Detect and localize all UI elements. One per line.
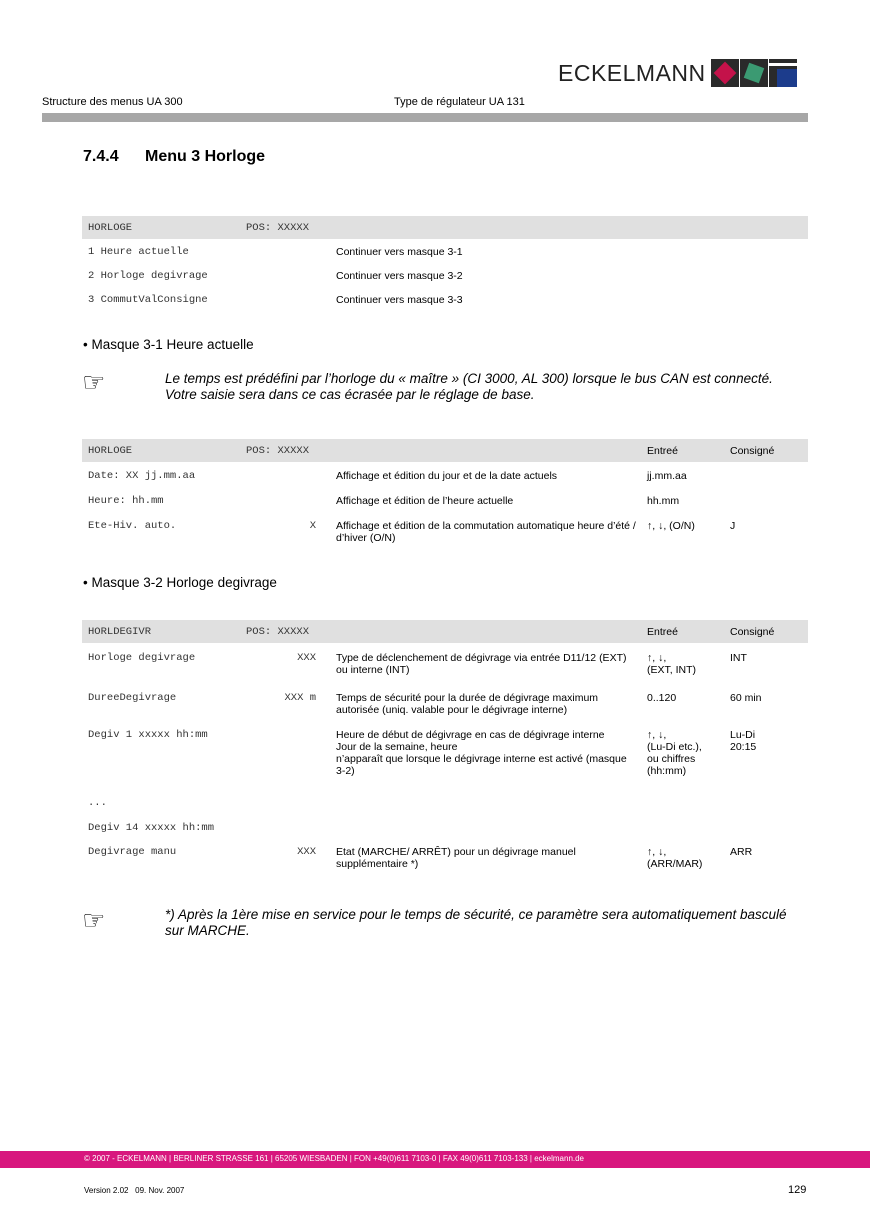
row-value: XXX [297, 652, 316, 664]
mask-heading [83, 337, 254, 352]
brand-logo [558, 58, 797, 88]
row-desc: Temps de sécurité pour la durée de dégivrage maximum autorisée (uniq. valable pour le dégivrage interne) [336, 692, 599, 716]
note-text: *) Après la 1ère mise en service pour le temps de sécurité, ce paramètre sera automatiquement basculé sur MARCHE. [165, 907, 787, 938]
mask-title: Masque 3-2 Horloge degivrage [91, 575, 277, 590]
menu-table-horloge [82, 216, 808, 311]
table-row [82, 487, 808, 512]
table-row [82, 791, 808, 815]
menu-label: HORLDEGIVR [88, 626, 152, 638]
menu-pos: POS: XXXXX [246, 626, 310, 638]
row-entree: 0..120 [647, 692, 677, 704]
table-row [82, 815, 808, 839]
row-desc: Type de déclenchement de dégivrage via entrée D11/12 (EXT) ou interne (INT) [336, 652, 627, 676]
table-row [82, 263, 808, 287]
col-consigne: Consigné [730, 445, 775, 457]
table-row [82, 239, 808, 263]
menu-table-heure [82, 439, 808, 548]
table-row [82, 720, 808, 791]
row-label: Heure: hh.mm [88, 495, 164, 507]
col-consigne: Consigné [730, 626, 775, 638]
row-label: Degivrage manu [88, 846, 177, 858]
row-label: Horloge degivrage [88, 652, 196, 664]
logo-marks-icon [710, 59, 797, 87]
table-row [82, 643, 808, 683]
section-name: Menu 3 Horloge [145, 148, 266, 165]
menu-label: HORLOGE [88, 222, 133, 234]
row-consigne: INT [730, 652, 747, 664]
row-desc: Affichage et édition de l’heure actuelle [336, 495, 514, 507]
footer-bar [0, 1151, 870, 1168]
row-desc: Continuer vers masque 3-1 [336, 246, 463, 258]
row-value: X [309, 520, 316, 532]
pointing-hand-icon: ☞ [82, 905, 106, 935]
header-divider [42, 113, 808, 122]
pointing-hand-icon: ☞ [82, 367, 106, 397]
mask-heading [83, 575, 277, 590]
row-entree: hh.mm [647, 495, 680, 507]
row-label: 2 Horloge degivrage [88, 270, 208, 282]
menu-table-degivrage [82, 620, 808, 875]
bullet-icon: • [83, 337, 88, 352]
section-number: 7.4.4 [83, 148, 119, 165]
col-entree: Entreé [647, 626, 678, 638]
row-label: 3 CommutValConsigne [88, 294, 208, 306]
table-header [82, 439, 808, 462]
brand-name: ECKELMANN [558, 59, 706, 86]
row-value: XXX [297, 846, 316, 858]
menu-pos: POS: XXXXX [246, 445, 310, 457]
row-desc: Affichage et édition de la commutation automatique heure d’été / d’hiver (O/N) [336, 520, 636, 544]
row-desc: Heure de début de dégivrage en cas de dégivrage interne Jour de la semaine, heure n’apparaît que lorsque le dégivrage interne est activé (masque 3-2) [336, 729, 627, 777]
table-row [82, 462, 808, 487]
row-desc: Continuer vers masque 3-3 [336, 294, 463, 306]
row-entree: ↑, ↓, (ARR/MAR) [647, 846, 703, 870]
row-value: XXX m [284, 692, 316, 704]
table-row [82, 512, 808, 548]
row-desc: Continuer vers masque 3-2 [336, 270, 463, 282]
row-label: Degiv 14 xxxxx hh:mm [88, 822, 215, 834]
footer-version: Version 2.02 09. Nov. 2007 [84, 1186, 185, 1195]
row-label: Degiv 1 xxxxx hh:mm [88, 729, 208, 741]
bullet-icon: • [83, 575, 88, 590]
mask-title: Masque 3-1 Heure actuelle [91, 337, 254, 352]
menu-label: HORLOGE [88, 445, 133, 457]
table-row [82, 839, 808, 875]
row-label: 1 Heure actuelle [88, 246, 189, 258]
header-doc-title: Structure des menus UA 300 [42, 96, 183, 108]
row-label: ... [88, 797, 107, 809]
row-consigne: 60 min [730, 692, 762, 704]
menu-pos: POS: XXXXX [246, 222, 310, 234]
footer-address: © 2007 - ECKELMANN | BERLINER STRASSE 161 | 65205 WIESBADEN | FON +49(0)611 7103-0 | FAX 49(0)611 7103-133 | eckelmann.de [84, 1154, 585, 1163]
note-text: Le temps est prédéfini par l’horloge du « maître » (CI 3000, AL 300) lorsque le bus CAN est connecté. Votre saisie sera dans ce cas écrasée par le réglage de base. [165, 371, 773, 402]
row-consigne: ARR [730, 846, 753, 858]
row-entree: ↑, ↓, (Lu-Di etc.), ou chiffres (hh:mm) [647, 729, 702, 777]
row-entree: jj.mm.aa [647, 470, 687, 482]
col-entree: Entreé [647, 445, 678, 457]
row-label: Date: XX jj.mm.aa [88, 470, 196, 482]
row-label: Ete-Hiv. auto. [88, 520, 177, 532]
row-desc: Affichage et édition du jour et de la date actuels [336, 470, 558, 482]
header-controller-type: Type de régulateur UA 131 [394, 96, 525, 108]
section-title [83, 148, 265, 166]
table-row [82, 683, 808, 720]
table-row [82, 287, 808, 311]
page-number: 129 [788, 1184, 807, 1196]
row-consigne: J [730, 520, 736, 532]
table-header [82, 216, 808, 239]
row-entree: ↑, ↓, (EXT, INT) [647, 652, 696, 676]
row-desc: Etat (MARCHE/ ARRÊT) pour un dégivrage manuel supplémentaire *) [336, 846, 576, 870]
row-entree: ↑, ↓, (O/N) [647, 520, 695, 532]
table-header [82, 620, 808, 643]
row-label: DureeDegivrage [88, 692, 177, 704]
row-consigne: Lu-Di 20:15 [730, 729, 757, 753]
